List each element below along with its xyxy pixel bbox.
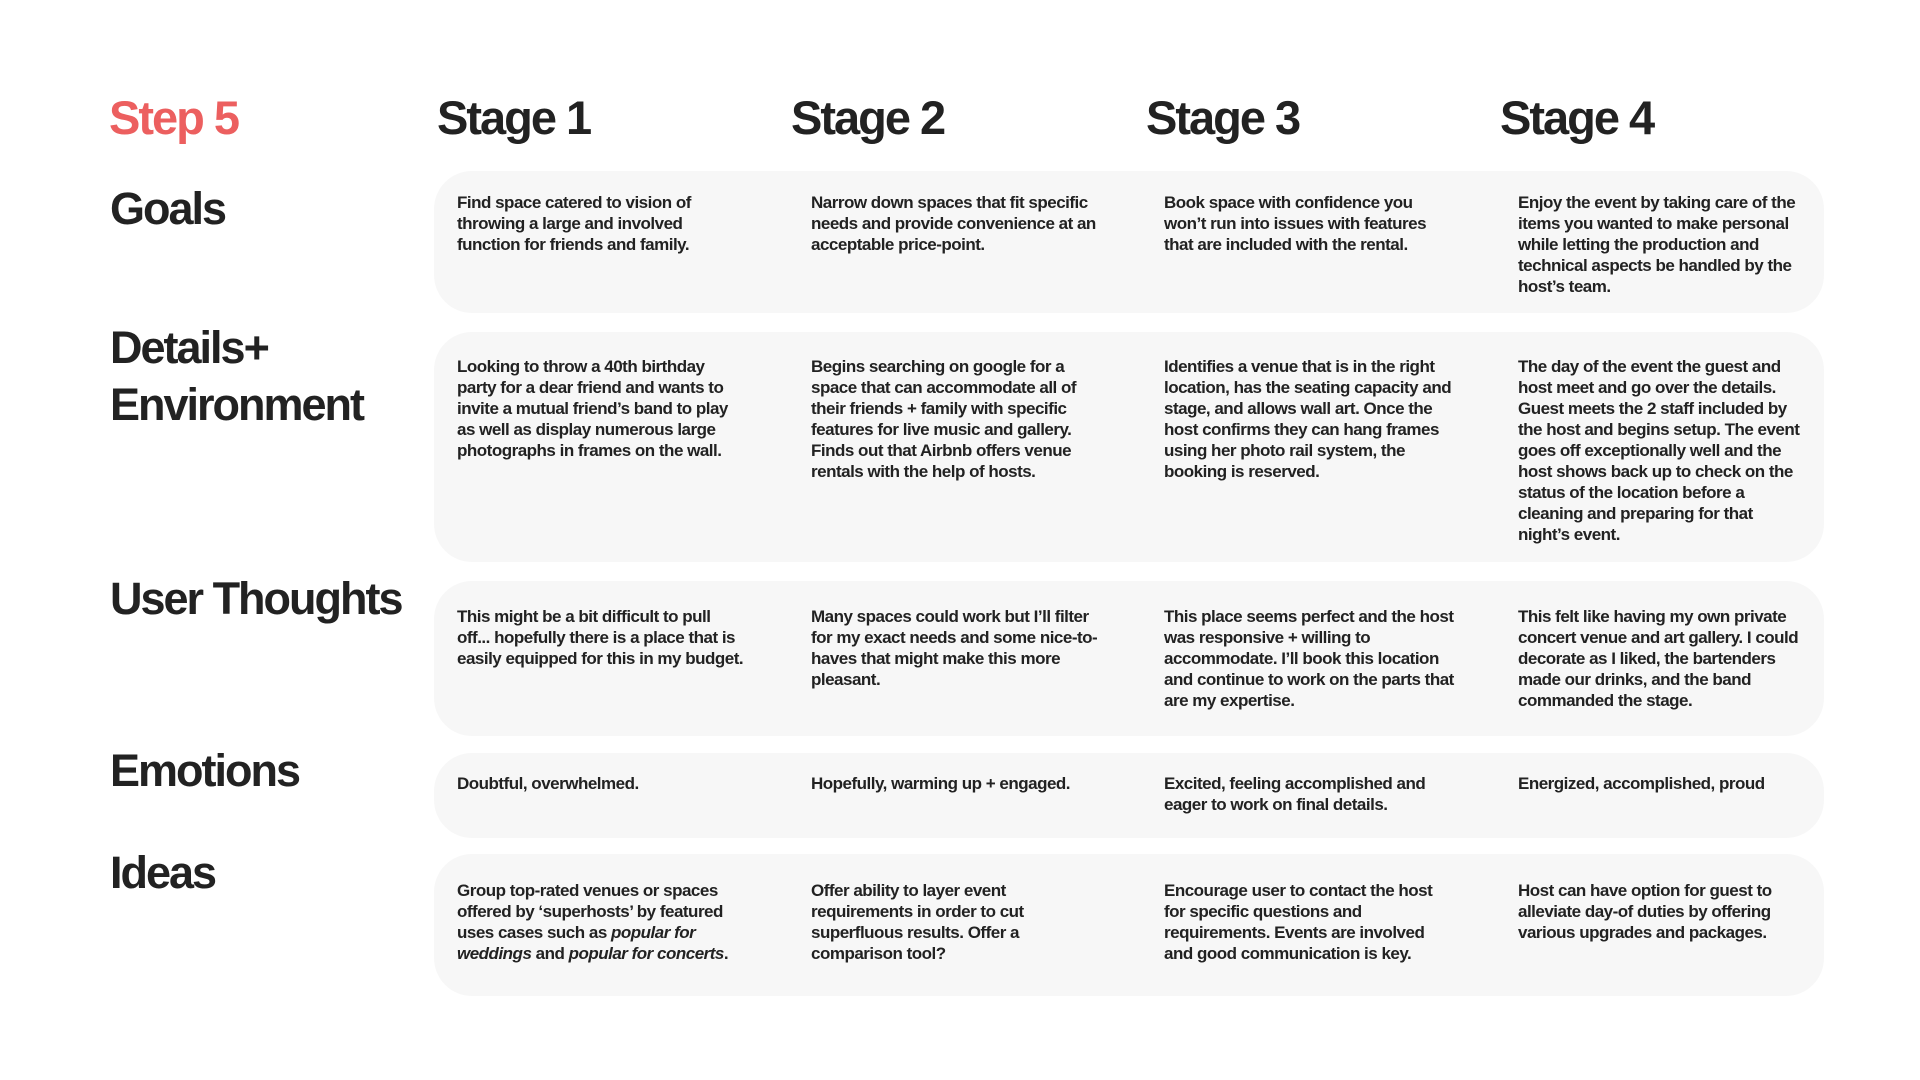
cell-emotions-stage-1: Doubtful, overwhelmed. [457,774,639,793]
cell-ideas-stage-1 [457,880,747,964]
cell-details-stage-3: Identifies a venue that is in the right location, has the seating capacity and stage, and allows wall art. Once the host confirms they can hang frames using her photo rail system, the booking is reserved. [1164,357,1452,481]
cell-goals-stage-1: Find space catered to vision of throwing a large and involved function for friends and family. [457,193,691,254]
cell-emotions-stage-4: Energized, accomplished, proud [1518,774,1765,793]
stage-header-2: Stage 2 [791,91,945,144]
cell-ideas-stage-3: Encourage user to contact the host for specific questions and requirements. Events are involved and good communication is key. [1164,881,1433,963]
cell-thoughts-stage-3: This place seems perfect and the host was responsive + willing to accommodate. I’ll book this location and continue to work on the parts that are my expertise. [1164,607,1454,710]
cell-ideas-stage-4: Host can have option for guest to alleviate day-of duties by offering various upgrades and packages. [1518,881,1772,942]
row-card-goals [434,171,1824,313]
row-label-user-thoughts: User Thoughts [110,573,402,624]
ideas-stage-1-italic-b: popular for concerts [568,944,724,963]
cell-emotions-stage-2: Hopefully, warming up + engaged. [811,774,1071,793]
cell-thoughts-stage-1: This might be a bit difficult to pull off... hopefully there is a place that is easily equipped for this in my budget. [457,607,744,668]
row-card-details-environment [434,332,1824,562]
cell-details-stage-2: Begins searching on google for a space that can accommodate all of their friends + family with specific features for live music and gallery. Finds out that Airbnb offers venue rentals with the help of hosts. [811,357,1077,481]
row-card-user-thoughts [434,581,1824,736]
row-card-emotions [434,753,1824,838]
cell-emotions-stage-3: Excited, feeling accomplished and eager to work on final details. [1164,774,1426,814]
ideas-stage-1-text-b: and [531,944,569,963]
row-card-ideas [434,854,1824,996]
row-label-ideas: Ideas [110,847,216,898]
stage-header-3: Stage 3 [1146,91,1300,144]
cell-thoughts-stage-4: This felt like having my own private concert venue and art gallery. I could decorate as I liked, the bartenders made our drinks, and the band commanded the stage. [1518,607,1799,710]
step-label: Step 5 [109,91,239,144]
cell-ideas-stage-2: Offer ability to layer event requirements in order to cut superfluous results. Offer a comparison tool? [811,881,1024,963]
ideas-stage-1-text-c: . [723,944,729,963]
stage-header-4: Stage 4 [1500,91,1654,144]
stage-header-1: Stage 1 [437,91,591,144]
cell-thoughts-stage-2: Many spaces could work but I’ll filter for my exact needs and some nice-to-haves that might make this more pleasant. [811,607,1098,689]
ideas-stage-1-text-a: Group top-rated venues or spaces offered by ‘superhosts’ by featured uses cases such as [457,881,723,942]
ideas-stage-1-italic-a: popular for weddings [457,923,696,963]
row-label-goals: Goals [110,183,226,234]
cell-goals-stage-4: Enjoy the event by taking care of the items you wanted to make personal while letting the production and technical aspects be handled by the host’s team. [1518,193,1796,296]
cell-goals-stage-3: Book space with confidence you won’t run into issues with features that are included with the rental. [1164,193,1427,254]
row-label-emotions: Emotions [110,745,300,796]
row-label-details-environment: Details+ Environment [110,322,364,430]
cell-details-stage-1: Looking to throw a 40th birthday party for a dear friend and wants to invite a mutual friend’s band to play as well as display numerous large photographs in frames on the wall. [457,357,728,460]
cell-details-stage-4: The day of the event the guest and host meet and go over the details. Guest meets the 2 staff included by the host and begins setup. The event goes off exceptionally well and the host shows back up to check on the status of the location before a cleaning and preparing for that night’s event. [1518,357,1800,544]
cell-goals-stage-2: Narrow down spaces that fit specific needs and provide convenience at an acceptable price-point. [811,193,1096,254]
